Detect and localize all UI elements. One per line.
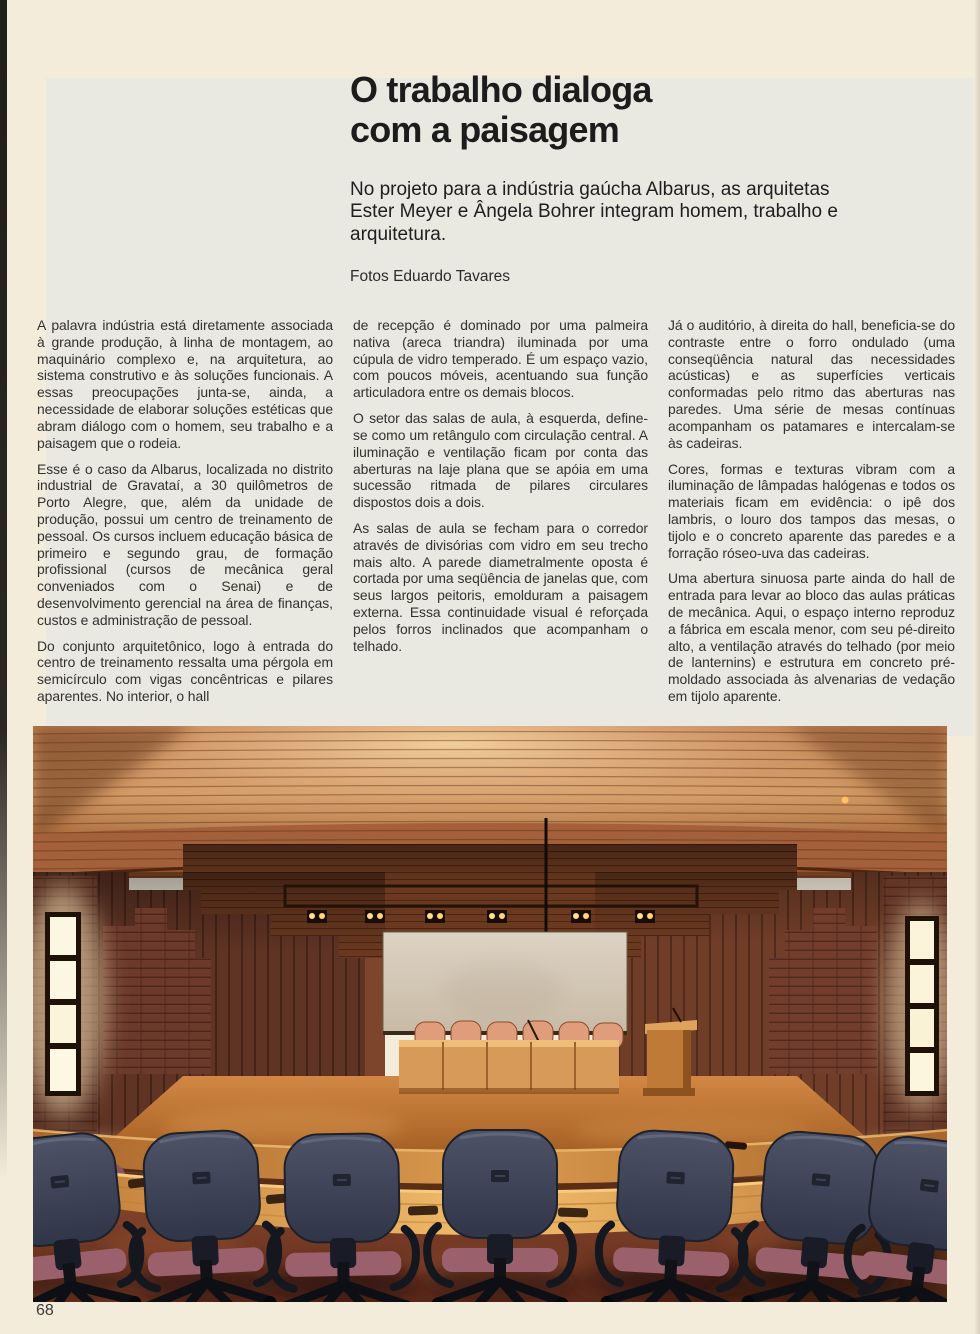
page-number: 68 bbox=[36, 1302, 54, 1319]
article-title bbox=[350, 70, 870, 151]
auditorium-photo bbox=[33, 726, 947, 1302]
auditorium-photo-graphic bbox=[33, 726, 947, 1302]
paragraph: Uma abertura sinuosa parte ainda do hall de entrada para levar ao bloco das aulas práticas de mecânica. Aqui, o espaço interno reproduz a fábrica em escala menor, com seu pé-direito alto, a ventilação através do telhado (por meio de lanternins) e estrutura em concreto pré-moldado associada às alvenarias de vedação em tijolo aparente. bbox=[668, 570, 955, 705]
paragraph: A palavra indústria está diretamente associada à grande produção, à linha de montagem, ao maquinário complexo e, na arquitetura, ao sistema construtivo e às soluções funcionais. A essas preocupações junta-se, ainda, a necessidade de elaborar soluções estéticas que abram diálogo com o homem, seu trabalho e a paisagem que o rodeia. bbox=[37, 317, 333, 451]
paragraph: Do conjunto arquitetônico, logo à entrada do centro de treinamento ressalta uma pérgola em semicírculo com vigas concêntricas e pilares aparentes. No interior, o hall bbox=[37, 637, 333, 705]
paragraph: Cores, formas e texturas vibram com a iluminação de lâmpadas halógenas e todos os materiais ficam em evidência: o ipê dos lambris, o louro dos tampos das mesas, o tijolo e o concreto aparente das paredes e a forração róseo-uva das cadeiras. bbox=[668, 460, 955, 561]
article-body bbox=[37, 317, 955, 723]
title-line-2: com a paisagem bbox=[350, 109, 619, 151]
column-3 bbox=[668, 317, 955, 723]
column-1 bbox=[37, 317, 333, 723]
photo-credit: Fotos Eduardo Tavares bbox=[350, 268, 510, 286]
title-line-1: O trabalho dialoga bbox=[350, 69, 652, 110]
paragraph: de recepção é dominado por uma palmeira nativa (areca triandra) iluminada por uma cúpula de vidro temperado. É um espaço vazio, com poucos móveis, acentuando sua função articuladora entre os demais blocos. bbox=[353, 317, 648, 401]
paragraph: As salas de aula se fecham para o corredor através de divisórias com vidro em seu trecho mais alto. A parede diametralmente oposta é cortada por uma seqüência de janelas que, com seus largos peitoris, emolduram a paisagem externa. Essa continuidade visual é reforçada pelos forros inclinados que acompanham o telhado. bbox=[353, 519, 648, 654]
paragraph: Esse é o caso da Albarus, localizada no distrito industrial de Gravataí, a 30 quilômetros de Porto Alegre, que, além da unidade de produção, possui um centro de treinamento de pessoal. Os cursos incluem educação básica de primeiro e segundo grau, de formação profissional (cursos de mecânica geral conveniados com o Senai) e de desenvolvimento gerencial na área de finanças, custos e administração de pessoal. bbox=[37, 460, 333, 628]
article-standfirst: No projeto para a indústria gaúcha Albarus, as arquitetas Ester Meyer e Ângela Bohrer integram homem, trabalho e arquitetura. bbox=[350, 178, 838, 246]
paragraph: Já o auditório, à direita do hall, beneficia-se do contraste entre o forro ondulado (uma conseqüência natural das necessidades acústicas) e as superfícies verticais conformadas pelo ritmo das aberturas nas paredes. Uma série de mesas contínuas acompanham os patamares e intercalam-se às cadeiras. bbox=[668, 317, 955, 451]
article-header bbox=[350, 70, 870, 286]
paragraph: O setor das salas de aula, à esquerda, define-se como um retângulo com circulação central. A iluminação e ventilação ficam por conta das aberturas na laje plana que se apóia em uma sucessão ritmada de pilares circulares dispostos dois a dois. bbox=[353, 410, 648, 511]
column-2 bbox=[353, 317, 648, 723]
scan-edge-left bbox=[0, 0, 7, 1180]
scan-edge-right bbox=[974, 0, 980, 1334]
